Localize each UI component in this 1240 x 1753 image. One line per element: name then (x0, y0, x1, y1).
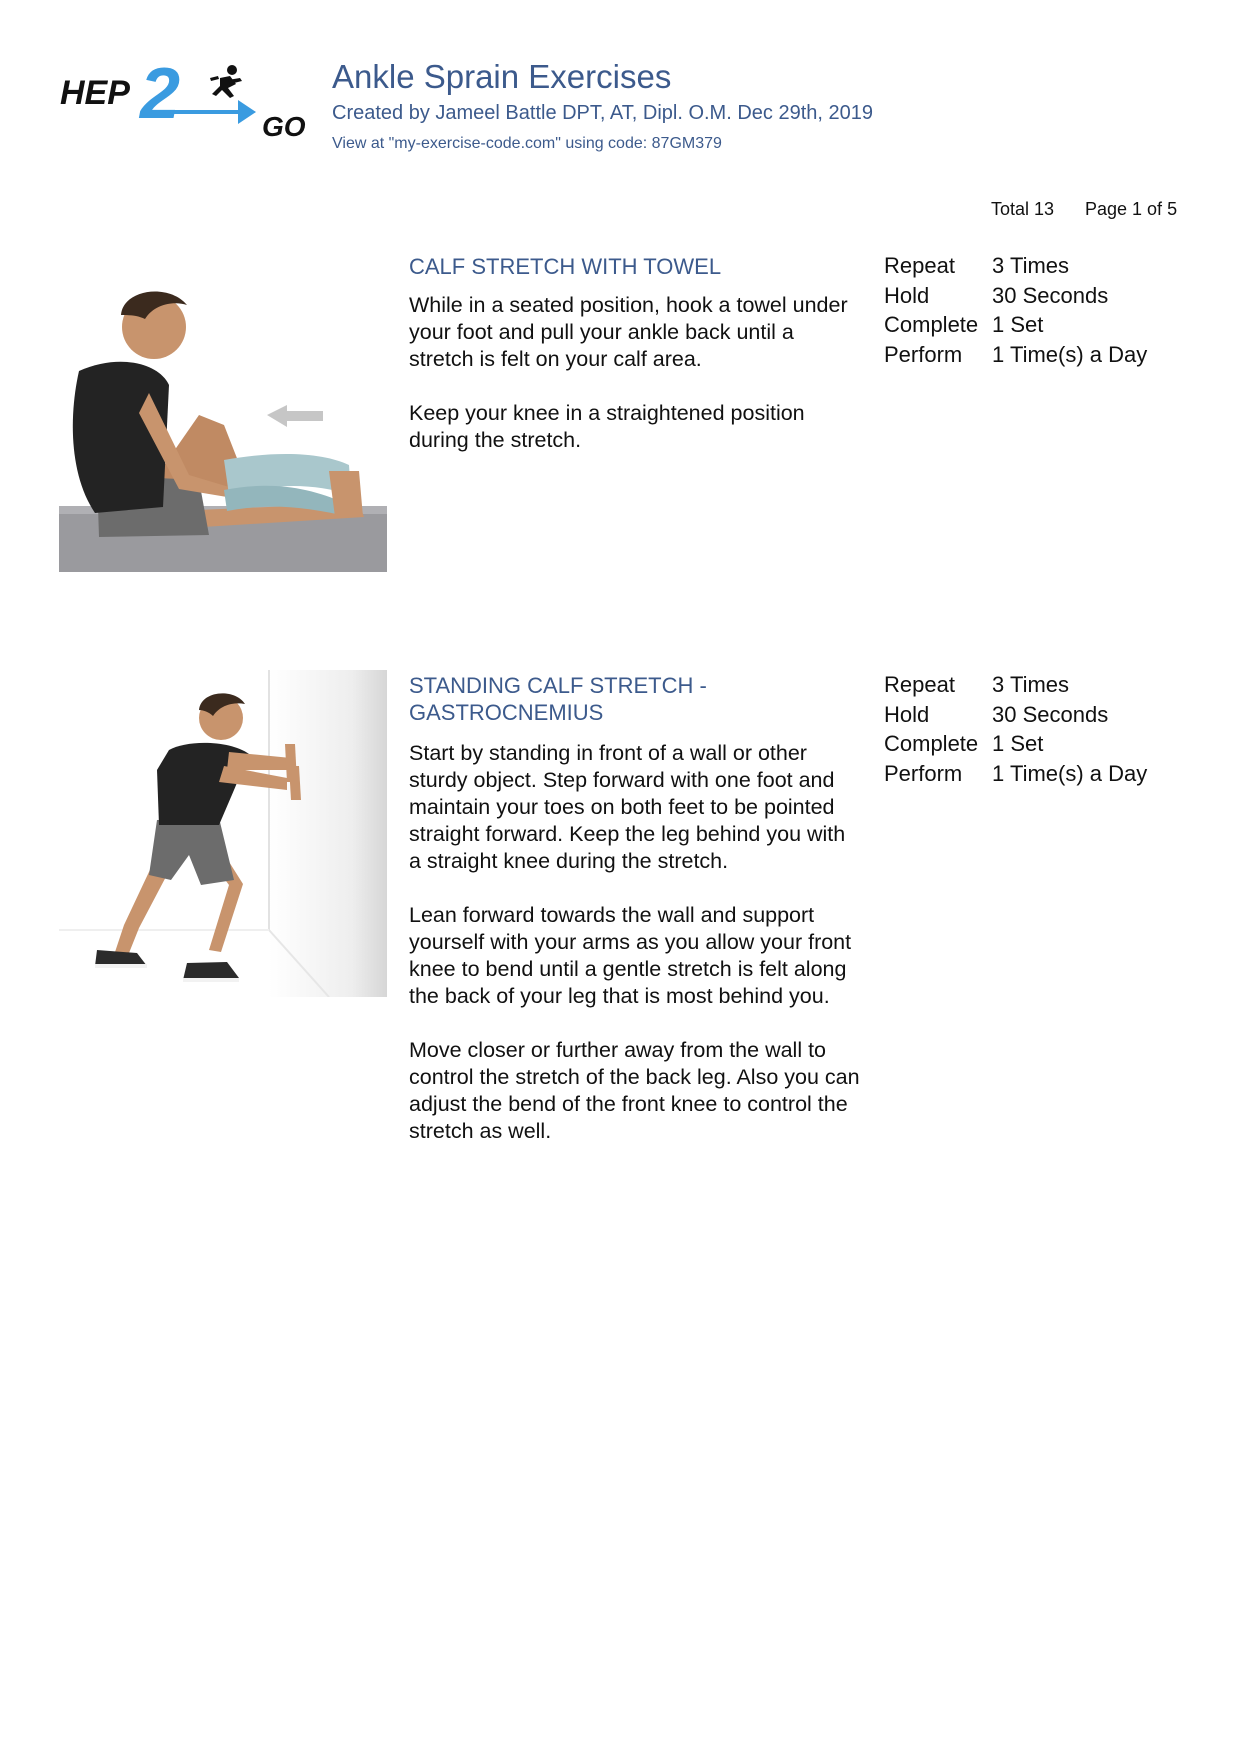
description-paragraph: Move closer or further away from the wall to control the stretch of the back leg. Also you can adjust the bend of the front knee to control the stretch as well. (409, 1038, 860, 1143)
exercise-title: CALF STRETCH WITH TOWEL (409, 254, 722, 279)
exercise-image-standing-calf-stretch (59, 670, 387, 997)
exercise-total: Total 13 (991, 199, 1055, 219)
param-value: 3 Times (992, 253, 1070, 278)
param-repeat (884, 251, 1184, 281)
description-paragraph: Start by standing in front of a wall or other sturdy object. Step forward with one foot and maintain your toes on both feet to be pointed straight forward. Keep the leg behind you with a straight knee during the stretch. (409, 741, 846, 873)
param-value: 1 Set (992, 731, 1044, 756)
standing-wall-stretch-illustration (59, 670, 387, 997)
hep2go-logo (60, 58, 322, 140)
page-number: Page 1 of 5 (1085, 199, 1178, 219)
param-value: 3 Times (992, 672, 1070, 697)
exercise-code-line: View at "my-exercise-code.com" using code: 87GM379 (332, 135, 722, 152)
exercise-parameters (884, 251, 1184, 369)
exercise-description (409, 740, 861, 1172)
hep2go-logo-graphic (60, 58, 322, 140)
param-complete (884, 729, 1184, 759)
param-value: 30 Seconds (992, 282, 1109, 308)
param-value: 1 Time(s) a Day (992, 341, 1148, 367)
param-hold (884, 700, 1184, 730)
param-value: 30 Seconds (992, 701, 1109, 727)
param-perform (884, 340, 1184, 370)
description-paragraph: Lean forward towards the wall and support yourself with your arms as you allow your front knee to bend until a gentle stretch is felt along the back of your leg that is most behind you. (409, 903, 852, 1008)
param-perform (884, 759, 1184, 789)
param-label: Repeat (884, 253, 955, 278)
param-value: 1 Set (992, 312, 1044, 337)
param-hold (884, 281, 1184, 311)
param-label: Repeat (884, 672, 955, 697)
seated-towel-stretch-illustration (59, 275, 387, 572)
exercise-image-seated-calf-stretch (59, 275, 387, 572)
param-label: Hold (884, 701, 930, 727)
runner-icon (210, 65, 242, 98)
param-label: Hold (884, 282, 930, 308)
param-label: Complete (884, 312, 979, 337)
svg-text:GO: GO (262, 111, 306, 140)
param-value: 1 Time(s) a Day (992, 760, 1148, 786)
description-paragraph: While in a seated position, hook a towel under your foot and pull your ankle back until a stretch is felt on your calf area. (409, 293, 848, 371)
svg-text:HEP: HEP (60, 74, 130, 112)
param-complete (884, 310, 1184, 340)
param-label: Complete (884, 731, 979, 756)
param-label: Perform (884, 760, 963, 786)
exercise-parameters (884, 670, 1184, 788)
param-repeat (884, 670, 1184, 700)
description-paragraph: Keep your knee in a straightened position during the stretch. (409, 401, 805, 452)
creator-line: Created by Jameel Battle DPT, AT, Dipl. O.M. Dec 29th, 2019 (332, 102, 873, 124)
exercise-description (409, 292, 861, 481)
param-label: Perform (884, 341, 963, 367)
svg-text:2: 2 (140, 58, 181, 134)
exercise-title: STANDING CALF STRETCH - GASTROCNEMIUS (409, 673, 707, 725)
document-title: Ankle Sprain Exercises (332, 58, 672, 95)
